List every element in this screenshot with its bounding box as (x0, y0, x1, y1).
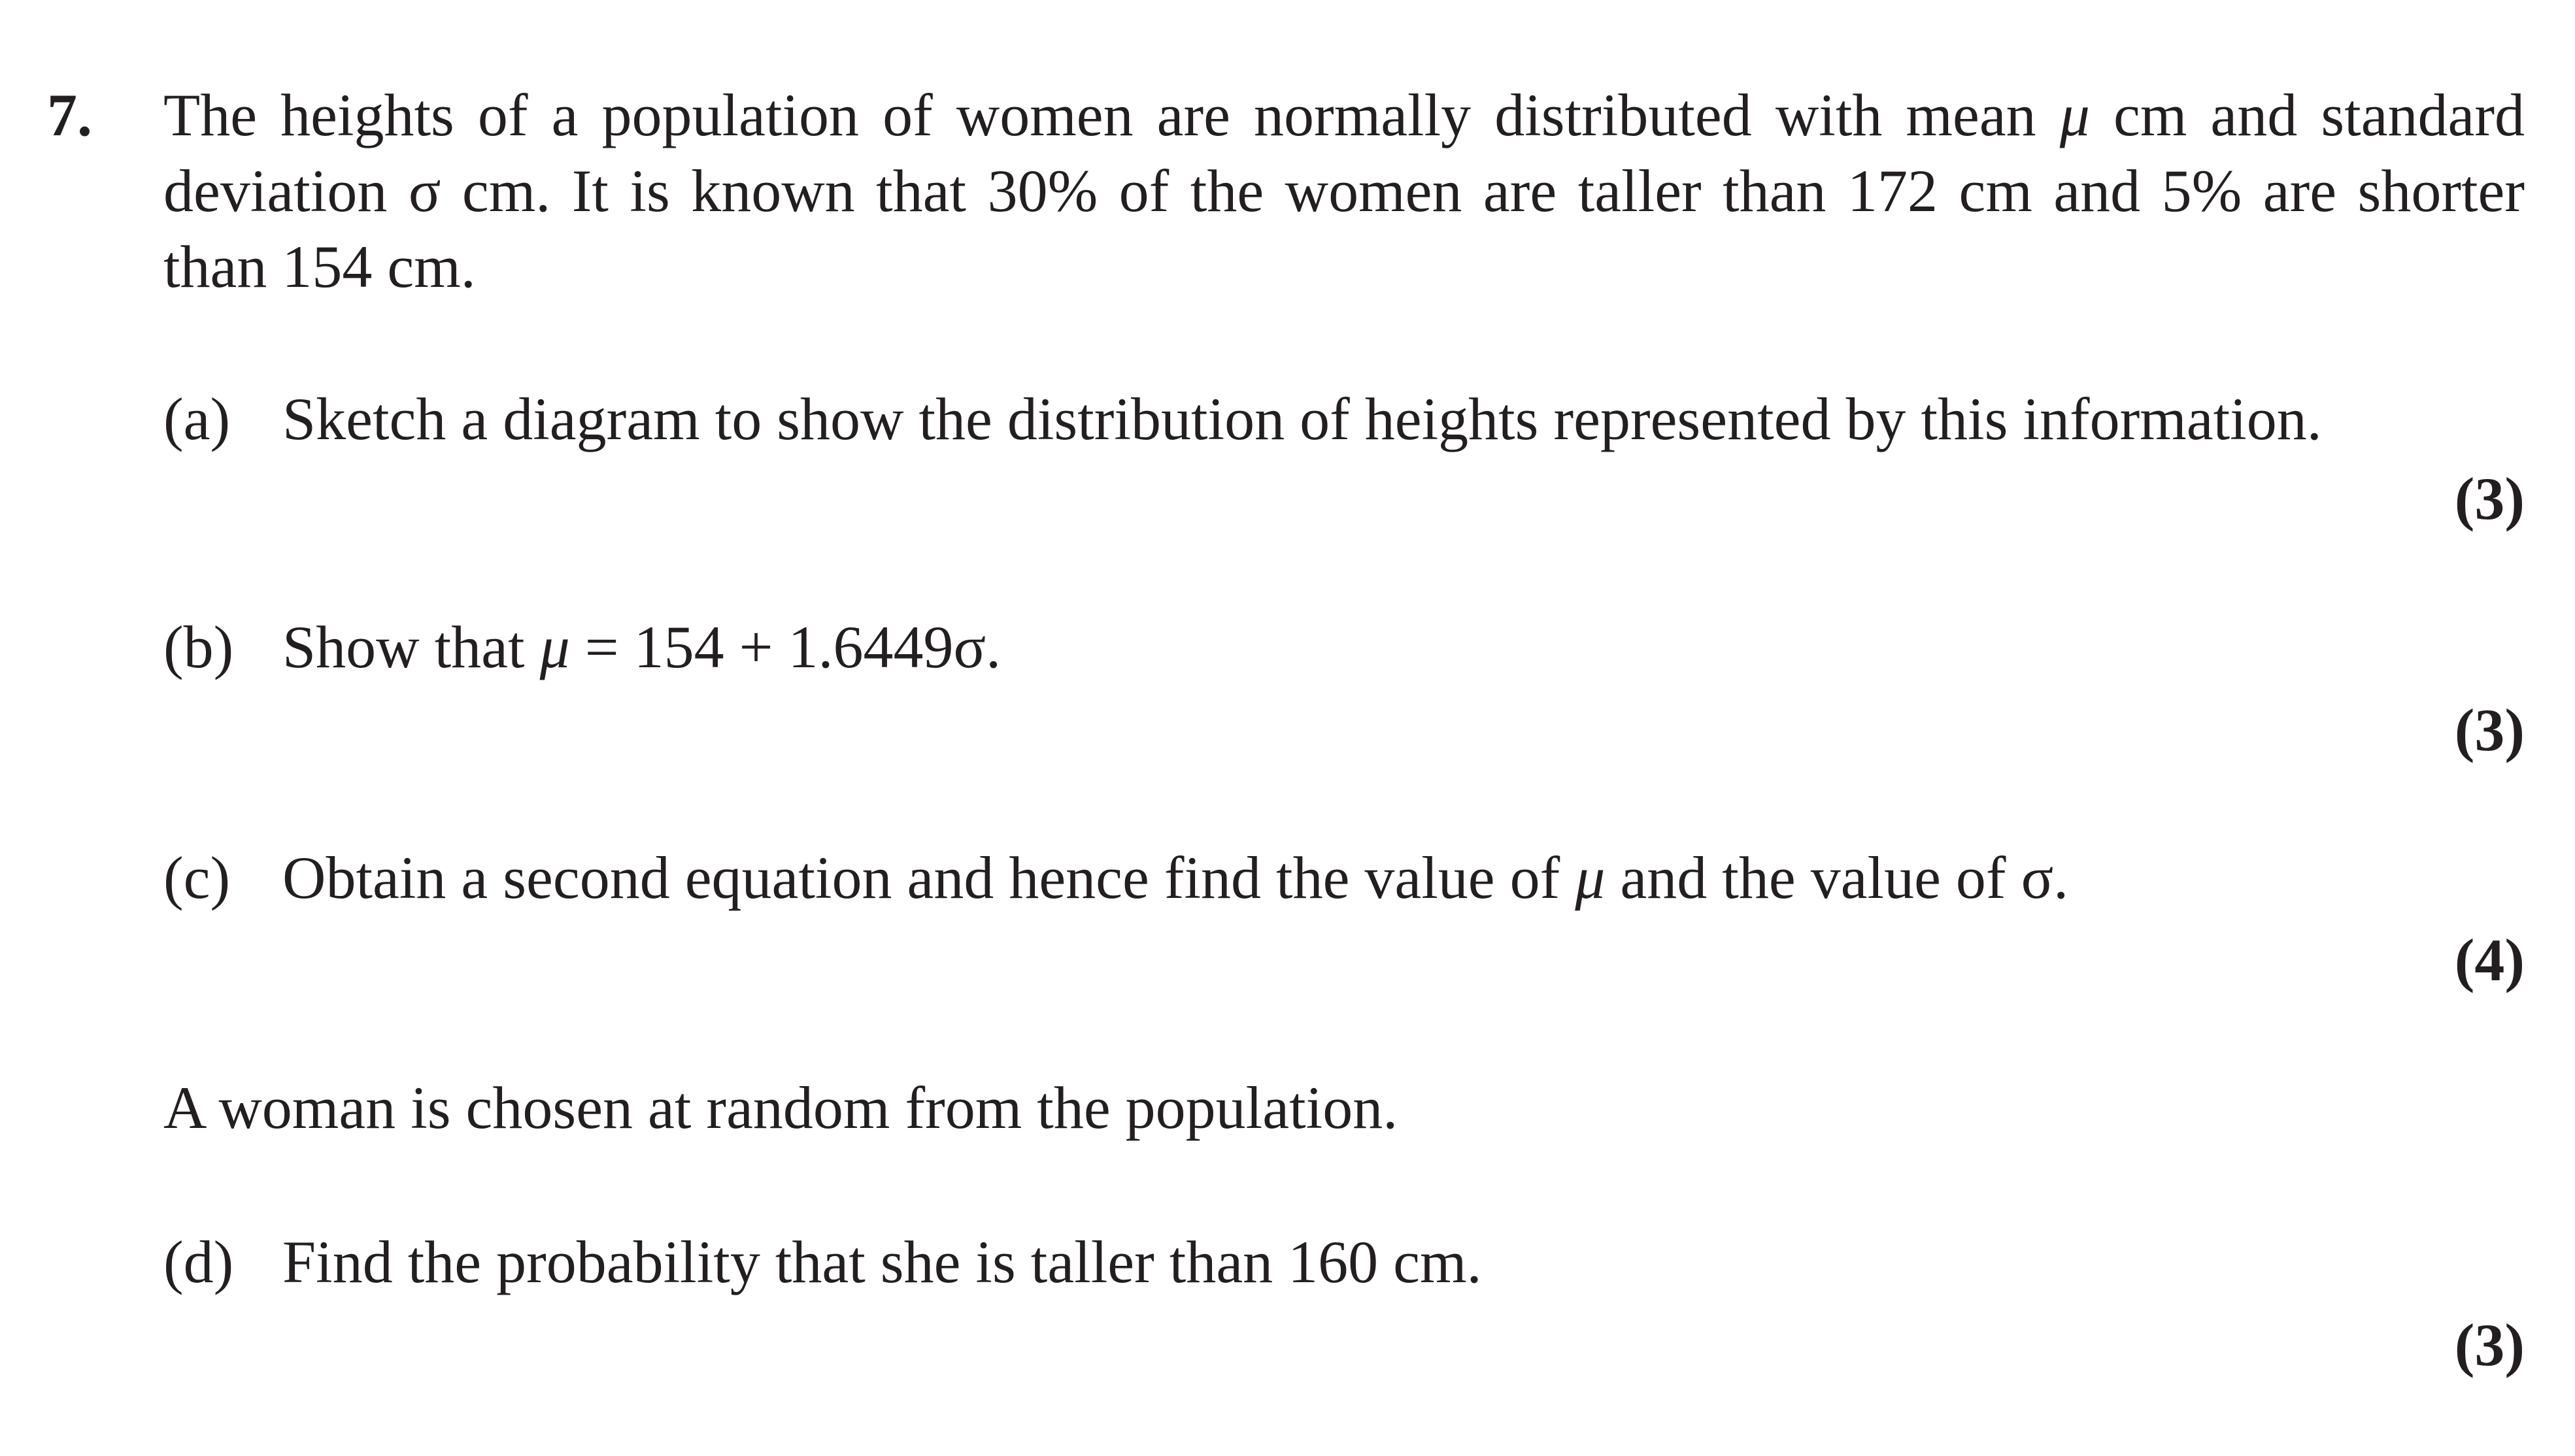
part-c-marks: (4) (2454, 927, 2525, 993)
part-c-text: Obtain a second equation and hence find the value of μ and the value of σ. (282, 844, 2069, 911)
part-d-text: Find the probability that she is taller than 160 cm. (282, 1229, 1482, 1295)
question-number: 7. (47, 82, 92, 148)
part-d-marks: (3) (2454, 1312, 2525, 1378)
part-d-label: (d) (163, 1229, 234, 1295)
part-a-label: (a) (163, 386, 231, 452)
question-stem: The heights of a population of women are normally distributed with mean μ cm and standard deviation σ cm. It is known that 30% of the women are taller than 172 cm and 5% are shorter than 154 cm. (163, 82, 2525, 300)
part-b-label: (b) (163, 614, 234, 680)
part-a-text: Sketch a diagram to show the distribution of heights represented by this information. (282, 386, 2322, 452)
part-b-marks: (3) (2454, 697, 2525, 763)
part-b-text: Show that μ = 154 + 1.6449σ. (282, 614, 1001, 680)
context-text: A woman is chosen at random from the population. (163, 1074, 1398, 1141)
part-a-marks: (3) (2454, 465, 2525, 532)
part-c-label: (c) (163, 844, 231, 911)
